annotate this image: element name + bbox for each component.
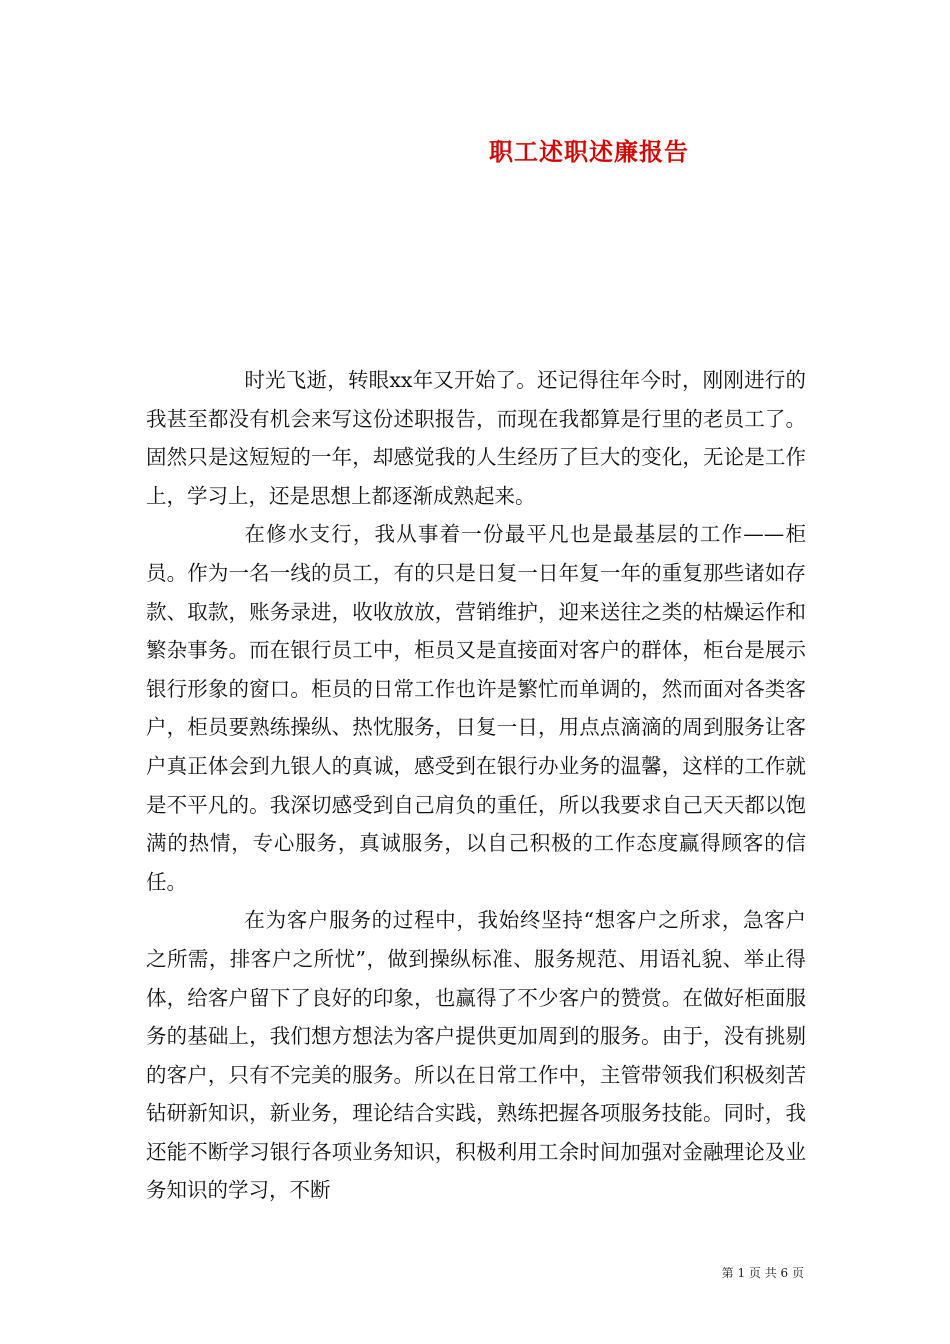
page-number: 第 1 页 共 6 页 (721, 1266, 804, 1280)
paragraph-1: 时光飞逝，转眼xx年又开始了。还记得往年今时，刚刚进行的我甚至都没有机会来写这份述职报告，而现在我都算是行里的老员工了。固然只是这短短的一年，却感觉我的人生经历了巨大的变化，无论是工作上，学习上，还是思想上都逐渐成熟起来。 (146, 368, 806, 508)
paragraph-2: 在修水支行，我从事着一份最平凡也是最基层的工作——柜员。作为一名一线的员工，有的只是日复一日年复一年的重复那些诸如存款、取款，账务录进，收收放放，营销维护，迎来送往之类的枯燥运作和繁杂事务。而在银行员工中，柜员又是直接面对客户的群体，柜台是展示银行形象的窗口。柜员的日常工作也许是繁忙而单调的，然而面对各类客户，柜员要熟练操纵、热忱服务，日复一日，用点点滴滴的周到服务让客户真正体会到九银人的真诚，感受到在银行办业务的温馨，这样的工作就是不平凡的。我深切感受到自己肩负的重任，所以我要求自己天天都以饱满的热情，专心服务，真诚服务，以自己积极的工作态度赢得顾客的信任。 (146, 522, 806, 894)
document-body (146, 361, 806, 1210)
paragraph-3: 在为客户服务的过程中，我始终坚持“想客户之所求，急客户之所需，排客户之所忧”，做到操纵标准、服务规范、用语礼貌、举止得体，给客户留下了良好的印象，也赢得了不少客户的赞赏。在做好柜面服务的基础上，我们想方想法为客户提供更加周到的服务。由于，没有挑剔的客户，只有不完美的服务。所以在日常工作中，主管带领我们积极刻苦钻研新知识，新业务，理论结合实践，熟练把握各项服务技能。同时，我还能不断学习银行各项业务知识，积极利用工余时间加强对金融理论及业务知识的学习，不断 (146, 908, 806, 1203)
document-title: 职工述职述廉报告 (489, 137, 689, 166)
